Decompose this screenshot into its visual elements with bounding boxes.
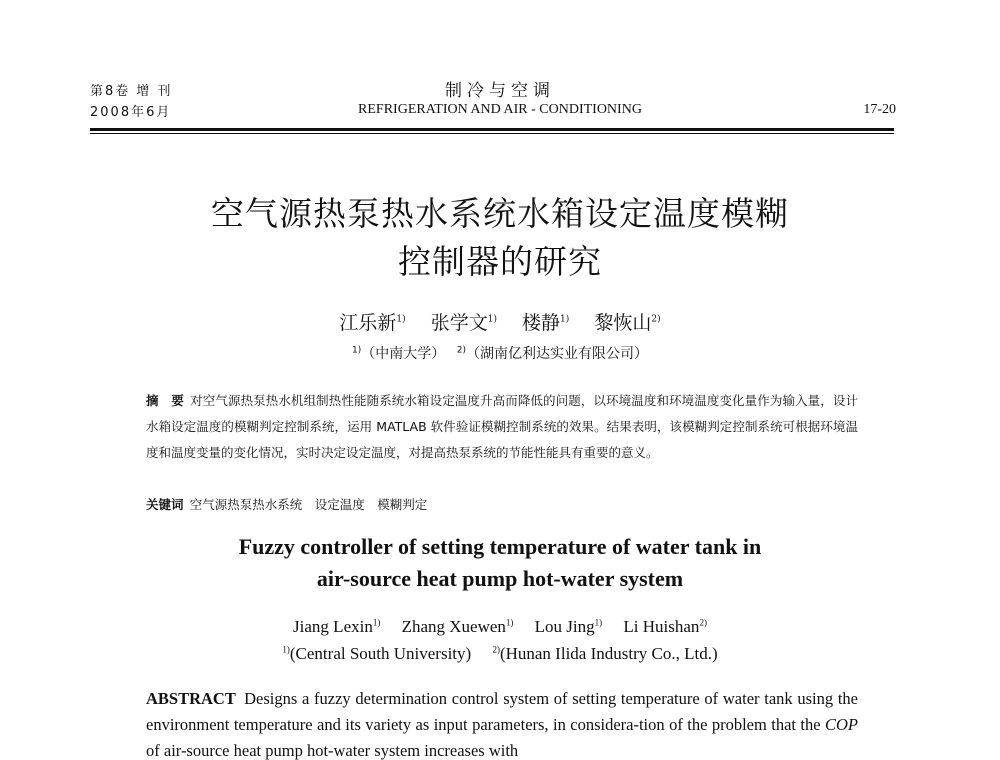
author: 楼静 xyxy=(522,312,561,334)
author-mark: 1) xyxy=(372,617,381,628)
cn-authors xyxy=(0,308,1000,335)
author-mark: 1) xyxy=(505,617,514,628)
author-mark: 1) xyxy=(594,617,603,628)
cop-term: COP xyxy=(825,715,858,734)
author: 黎恢山 xyxy=(594,312,652,334)
cn-keywords xyxy=(146,492,858,518)
abstract-text: of air-source heat pump hot-water system increases with xyxy=(146,741,519,760)
author: Zhang Xuewen xyxy=(401,617,506,636)
cn-title-line2: 控制器的研究 xyxy=(398,242,602,281)
author-mark: 1) xyxy=(560,314,570,325)
en-title-line2: air-source heat pump hot-water system xyxy=(316,566,684,591)
header-rule-thin xyxy=(90,133,894,134)
en-affiliations xyxy=(0,644,1000,664)
affil-mark: 1) xyxy=(352,345,362,356)
abstract-text: 对空气源热泵热水机组制热性能随系统水箱设定温度升高而降低的问题，以环境温度和环境温度变化量作为输入量，设计水箱设定温度的模糊判定控制系统，运用 MATLAB 软件验证模糊控制系统的效果。结果表明，该模糊判定控制系统可根据环境温度和温度变量的变化情况，实时决定设定温度，对提高热泵系统的节能性能具有重要的意义。 xyxy=(146,393,858,460)
en-abstract xyxy=(146,686,858,760)
keywords-text: 空气源热泵热水系统 设定温度 模糊判定 xyxy=(189,497,428,512)
volume-info: 第8卷 增 刊 xyxy=(90,84,173,99)
author-mark: 2) xyxy=(651,314,661,325)
author-mark: 2) xyxy=(699,617,707,628)
en-authors xyxy=(0,617,1000,637)
keywords-label: 关键词 xyxy=(146,497,184,512)
author: 江乐新 xyxy=(339,312,397,334)
journal-name-en: REFRIGERATION AND AIR - CONDITIONING xyxy=(358,102,642,117)
affil-mark: 2) xyxy=(456,345,466,356)
affil-mark: 1) xyxy=(282,644,290,655)
journal-name-cn: 制冷与空调 xyxy=(445,81,555,101)
page-range: 17-20 xyxy=(863,102,896,117)
cn-title-line1: 空气源热泵热水系统水箱设定温度模糊 xyxy=(211,194,789,233)
affil-mark: 2) xyxy=(492,644,500,655)
affiliation: （中南大学） xyxy=(361,346,446,362)
author: Li Huishan xyxy=(623,617,700,636)
abstract-label: 摘 要 xyxy=(146,393,184,408)
author: Jiang Lexin xyxy=(293,617,373,636)
cn-affiliations xyxy=(0,343,1000,363)
cn-abstract xyxy=(146,388,858,466)
abstract-label: ABSTRACT xyxy=(146,689,236,708)
header-rule-thick xyxy=(90,128,894,131)
issue-date: 2008年6月 xyxy=(90,105,172,120)
author-mark: 1) xyxy=(487,314,497,325)
affiliation: （湖南亿利达实业有限公司） xyxy=(465,346,648,362)
author: Lou Jing xyxy=(534,617,595,636)
en-title-line1: Fuzzy controller of setting temperature of water tank in xyxy=(238,534,762,559)
affiliation: (Central South University) xyxy=(289,644,472,663)
author: 张学文 xyxy=(430,312,488,334)
affiliation: (Hunan Ilida Industry Co., Ltd.) xyxy=(499,644,718,663)
abstract-text: Designs a fuzzy determination control system of setting temperature of water tank using the environment temperature and its variety as input parameters, in considera-tion of the problem that the xyxy=(146,689,858,734)
author-mark: 1) xyxy=(396,314,406,325)
